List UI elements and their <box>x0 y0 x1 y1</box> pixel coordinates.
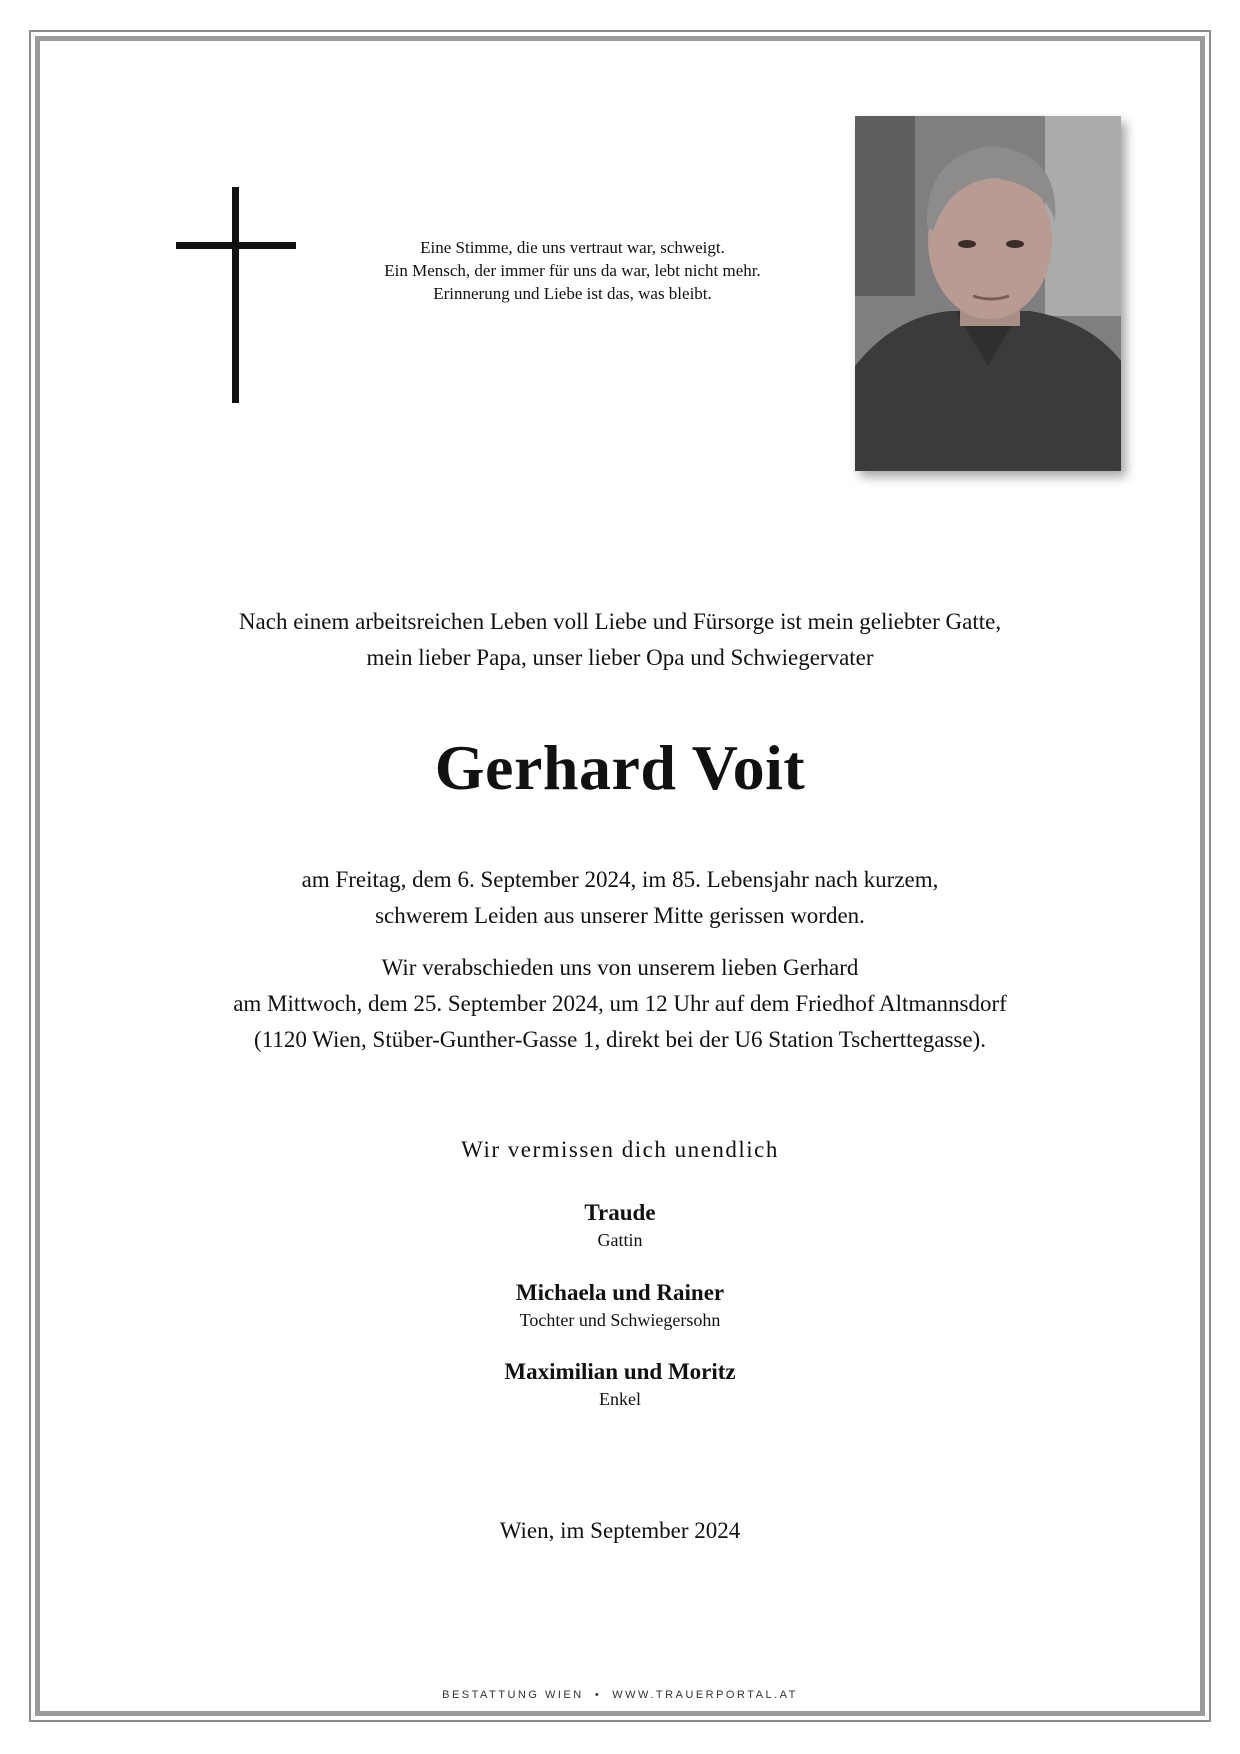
cross-icon <box>176 187 296 403</box>
intro-text <box>100 604 1140 676</box>
poem-line: Eine Stimme, die uns vertraut war, schweigt. <box>420 238 725 257</box>
mourner-name: Michaela und Rainer <box>515 1280 725 1305</box>
mourner <box>100 1357 1140 1411</box>
details-line: schwerem Leiden aus unserer Mitte gerissen worden. <box>375 903 865 928</box>
mourner-role: Gattin <box>597 1230 643 1250</box>
details-line: am Freitag, dem 6. September 2024, im 85. Lebensjahr nach kurzem, <box>301 867 939 892</box>
intro-line: Nach einem arbeitsreichen Leben voll Liebe und Fürsorge ist mein geliebter Gatte, <box>238 609 1002 634</box>
mourner-name: Maximilian und Moritz <box>504 1359 736 1384</box>
footer-text: BESTATTUNG WIEN • WWW.TRAUERPORTAL.AT <box>442 1689 798 1701</box>
mourner <box>100 1278 1140 1332</box>
miss-text: Wir vermissen dich unendlich <box>461 1137 779 1162</box>
deceased-name: Gerhard Voit <box>434 732 806 803</box>
farewell-line: am Mittwoch, dem 25. September 2024, um 12 Uhr auf dem Friedhof Altmannsdorf <box>233 991 1007 1016</box>
poem <box>330 236 815 305</box>
death-details <box>100 862 1140 934</box>
mourner-role: Enkel <box>599 1389 641 1409</box>
mourner <box>100 1198 1140 1252</box>
farewell-line: Wir verabschieden uns von unserem lieben Gerhard <box>381 955 859 980</box>
poem-line: Erinnerung und Liebe ist das, was bleibt. <box>433 284 712 303</box>
mourner-name: Traude <box>584 1200 656 1225</box>
place-date: Wien, im September 2024 <box>499 1518 741 1543</box>
farewell-line: (1120 Wien, Stüber-Gunther-Gasse 1, direkt bei der U6 Station Tscherttegasse). <box>254 1027 986 1052</box>
poem-line: Ein Mensch, der immer für uns da war, lebt nicht mehr. <box>384 261 761 280</box>
mourner-role: Tochter und Schwiegersohn <box>519 1310 721 1330</box>
funeral-details <box>100 950 1140 1058</box>
portrait-photo <box>855 116 1121 471</box>
intro-line: mein lieber Papa, unser lieber Opa und Schwiegervater <box>366 645 874 670</box>
